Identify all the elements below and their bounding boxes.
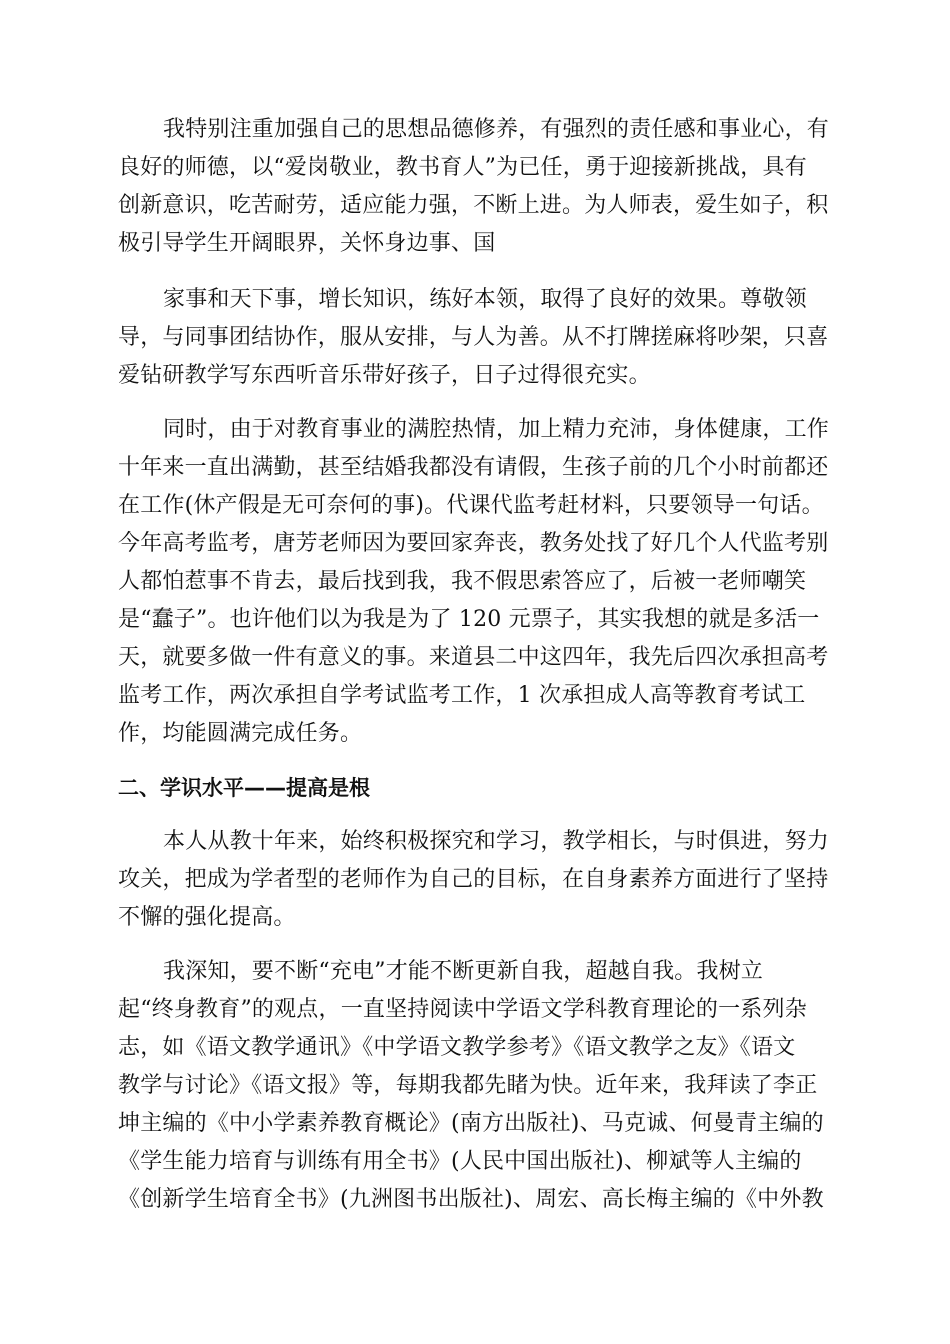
text-line: 导，与同事团结协作，服从安排，与人为善。从不打牌搓麻将吵架，只喜 (118, 325, 829, 350)
text-line: 极引导学生开阔眼界，关怀身边事、国 (118, 231, 496, 256)
text-line: 家事和天下事，增长知识，练好本领，取得了良好的效果。尊敬领 (163, 287, 807, 312)
text-line: 是“蠢子”。也许他们以为我是为了 120 元票子，其实我想的就是多活一 (118, 607, 820, 632)
text-line: 攻关，把成为学者型的老师作为自己的目标，在自身素养方面进行了坚持 (118, 867, 829, 892)
text-line: 我深知，要不断“充电”才能不断更新自我，超越自我。我树立 (163, 959, 764, 984)
text-line: 同时，由于对教育事业的满腔热情，加上精力充沛，身体健康，工作 (163, 417, 830, 442)
text-line: 今年高考监考，唐芳老师因为要回家奔丧，教务处找了好几个人代监考别 (118, 531, 829, 556)
text-line: 《创新学生培育全书》(九洲图书出版社)、周宏、高长梅主编的《中外教 (118, 1187, 824, 1212)
text-line: 监考工作，两次承担自学考试监考工作，1 次承担成人高等教育考试工 (118, 683, 806, 708)
text-line: 在工作(休产假是无可奈何的事)。代课代监考赶材料，只要领导一句话。 (118, 493, 824, 518)
text-line: 本人从教十年来，始终积极探究和学习，教学相长，与时俱进，努力 (163, 829, 830, 854)
text-line: 我特别注重加强自己的思想品德修养，有强烈的责任感和事业心，有 (163, 117, 830, 142)
text-line: 教学与讨论》《语文报》等，每期我都先睹为快。近年来，我拜读了李正 (118, 1073, 818, 1098)
text-line: 爱钻研教学写东西听音乐带好孩子，日子过得很充实。 (118, 363, 651, 388)
text-line: 起“终身教育”的观点，一直坚持阅读中学语文学科教育理论的一系列杂 (118, 997, 807, 1022)
text-line: 良好的师德，以“爱岗敬业，教书育人”为已任，勇于迎接新挑战，具有 (118, 155, 807, 180)
text-line: 作，均能圆满完成任务。 (118, 721, 363, 746)
text-line: 十年来一直出满勤，甚至结婚我都没有请假，生孩子前的几个小时前都还 (118, 455, 829, 480)
text-line: 创新意识，吃苦耐劳，适应能力强，不断上进。为人师表，爱生如子，积 (118, 193, 829, 218)
text-line: 人都怕惹事不肯去，最后找到我，我不假思索答应了，后被一老师嘲笑 (118, 569, 807, 594)
text-line: 《学生能力培育与训练有用全书》(人民中国出版社)、柳斌等人主编的 (118, 1149, 802, 1174)
text-line: 不懈的强化提高。 (118, 905, 296, 930)
text-line: 志，如《语文教学通讯》《中学语文教学参考》《语文教学之友》《语文 (118, 1035, 796, 1060)
text-line: 坤主编的《中小学素养教育概论》(南方出版社)、马克诚、何曼青主编的 (118, 1111, 824, 1136)
section-heading: 二、学识水平——提高是根 (118, 776, 370, 800)
text-line: 天，就要多做一件有意义的事。来道县二中这四年，我先后四次承担高考 (118, 645, 829, 670)
